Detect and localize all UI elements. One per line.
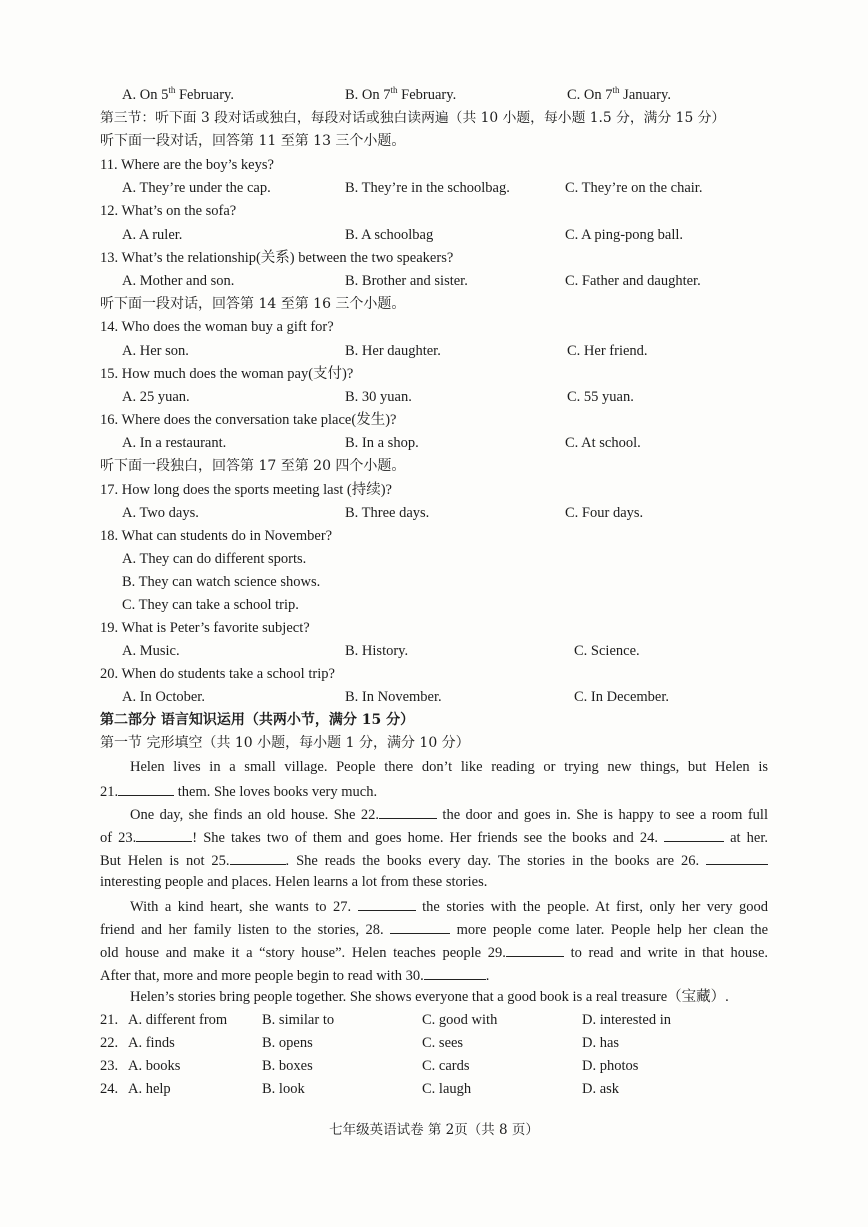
q20-option-b: B. In November. xyxy=(345,689,442,705)
passage-line-7: With a kind heart, she wants to 27. the stories with the people. At first, only her very good xyxy=(130,896,768,916)
blank-26 xyxy=(706,850,768,865)
question-19: 19. What is Peter’s favorite subject? xyxy=(100,620,310,636)
c22-option-b: B. opens xyxy=(262,1035,313,1051)
c23-option-d: D. photos xyxy=(582,1058,639,1074)
q14-option-c: C. Her friend. xyxy=(567,343,648,359)
q12-option-c: C. A ping-pong ball. xyxy=(565,227,684,243)
c24-option-a: A. help xyxy=(128,1081,171,1097)
blank-21 xyxy=(118,781,174,796)
q15-option-c: C. 55 yuan. xyxy=(567,389,634,405)
question-14: 14. Who does the woman buy a gift for? xyxy=(100,319,334,335)
choice-num-24: 24. xyxy=(100,1081,119,1097)
q11-option-b: B. They’re in the schoolbag. xyxy=(345,180,510,196)
section3-intro-1: 听下面一段对话，回答第 11 至第 13 三个小题。 xyxy=(100,133,406,149)
passage-line-11: Helen’s stories bring people together. She shows everyone that a good book is a real treasure（宝藏）. xyxy=(130,989,729,1005)
choice-num-21: 21. xyxy=(100,1012,119,1028)
q15-option-a: A. 25 yuan. xyxy=(122,389,190,405)
q18-option-a: A. They can do different sports. xyxy=(122,551,307,567)
option-10a: A. On 5th February. xyxy=(122,85,234,103)
c23-option-c: C. cards xyxy=(422,1058,470,1074)
blank-27 xyxy=(358,896,416,911)
passage-line-4: of 23. ! She takes two of them and goes home. Her friends see the books and 24. at her. xyxy=(100,827,768,847)
passage-line-10: After that, more and more people begin to read with 30. . xyxy=(100,965,489,985)
blank-29 xyxy=(506,942,564,957)
q14-option-a: A. Her son. xyxy=(122,343,189,359)
passage-line-3: One day, she finds an old house. She 22. the door and goes in. She is happy to see a room full xyxy=(130,804,768,824)
question-17: 17. How long does the sports meeting last (持续)? xyxy=(100,482,392,498)
c24-option-d: D. ask xyxy=(582,1081,620,1097)
q12-option-a: A. A ruler. xyxy=(122,227,183,243)
part2-heading: 第二部分 语言知识运用（共两小节，满分 15 分） xyxy=(100,712,415,728)
c21-option-d: D. interested in xyxy=(582,1012,671,1028)
q14-option-b: B. Her daughter. xyxy=(345,343,441,359)
q15-option-b: B. 30 yuan. xyxy=(345,389,412,405)
c24-option-c: C. laugh xyxy=(422,1081,472,1097)
q16-option-a: A. In a restaurant. xyxy=(122,435,227,451)
passage-line-8: friend and her family listen to the stories, 28. more people come later. People help her clean the xyxy=(100,919,768,939)
c21-option-b: B. similar to xyxy=(262,1012,335,1028)
section3-intro-2: 听下面一段对话，回答第 14 至第 16 三个小题。 xyxy=(100,296,406,312)
question-16: 16. Where does the conversation take place(发生)? xyxy=(100,412,397,428)
part2-section1-heading: 第一节 完形填空（共 10 小题，每小题 1 分，满分 10 分） xyxy=(100,735,470,751)
passage-line-2: 21. them. She loves books very much. xyxy=(100,781,377,801)
section3-heading: 第三节：听下面 3 段对话或独白，每段对话或独白读两遍（共 10 小题，每小题 1.5 分，满分 15 分） xyxy=(100,110,726,126)
passage-line-5: But Helen is not 25. . She reads the books every day. The stories in the books are 26. xyxy=(100,850,768,870)
question-11: 11. Where are the boy’s keys? xyxy=(100,157,274,173)
q11-option-a: A. They’re under the cap. xyxy=(122,180,271,196)
q18-option-c: C. They can take a school trip. xyxy=(122,597,299,613)
q11-option-c: C. They’re on the chair. xyxy=(565,180,703,196)
q18-option-b: B. They can watch science shows. xyxy=(122,574,321,590)
c24-option-b: B. look xyxy=(262,1081,305,1097)
q16-option-c: C. At school. xyxy=(565,435,641,451)
q16-option-b: B. In a shop. xyxy=(345,435,419,451)
q19-option-a: A. Music. xyxy=(122,643,180,659)
blank-25 xyxy=(230,850,286,865)
passage-line-9: old house and make it a “story house”. Helen teaches people 29. to read and write in that house. xyxy=(100,942,768,962)
question-15: 15. How much does the woman pay(支付)? xyxy=(100,366,354,382)
question-20: 20. When do students take a school trip? xyxy=(100,666,335,682)
question-13: 13. What’s the relationship(关系) between the two speakers? xyxy=(100,250,454,266)
q19-option-b: B. History. xyxy=(345,643,409,659)
q13-option-b: B. Brother and sister. xyxy=(345,273,468,289)
choice-num-23: 23. xyxy=(100,1058,119,1074)
c22-option-a: A. finds xyxy=(128,1035,175,1051)
question-12: 12. What’s on the sofa? xyxy=(100,203,237,219)
c21-option-c: C. good with xyxy=(422,1012,498,1028)
q17-option-b: B. Three days. xyxy=(345,505,430,521)
blank-22 xyxy=(379,804,437,819)
q19-option-c: C. Science. xyxy=(574,643,640,659)
section3-intro-3: 听下面一段独白，回答第 17 至第 20 四个小题。 xyxy=(100,458,406,474)
c22-option-c: C. sees xyxy=(422,1035,464,1051)
q13-option-c: C. Father and daughter. xyxy=(565,273,701,289)
option-10c: C. On 7th January. xyxy=(567,85,671,103)
q13-option-a: A. Mother and son. xyxy=(122,273,235,289)
choice-num-22: 22. xyxy=(100,1035,119,1051)
q12-option-b: B. A schoolbag xyxy=(345,227,434,243)
blank-24 xyxy=(664,827,724,842)
blank-30 xyxy=(424,965,486,980)
c21-option-a: A. different from xyxy=(128,1012,228,1028)
q17-option-c: C. Four days. xyxy=(565,505,644,521)
c23-option-b: B. boxes xyxy=(262,1058,313,1074)
option-10b: B. On 7th February. xyxy=(345,85,457,103)
blank-28 xyxy=(390,919,450,934)
blank-23 xyxy=(136,827,192,842)
q20-option-a: A. In October. xyxy=(122,689,205,705)
q17-option-a: A. Two days. xyxy=(122,505,199,521)
passage-line-1: Helen lives in a small village. People there don’t like reading or trying new things, but Helen is xyxy=(130,759,768,775)
c23-option-a: A. books xyxy=(128,1058,181,1074)
passage-line-6: interesting people and places. Helen learns a lot from these stories. xyxy=(100,874,488,890)
question-18: 18. What can students do in November? xyxy=(100,528,333,544)
q20-option-c: C. In December. xyxy=(574,689,670,705)
c22-option-d: D. has xyxy=(582,1035,620,1051)
page-footer: 七年级英语试卷 第 2页（共 8 页） xyxy=(329,1122,539,1138)
